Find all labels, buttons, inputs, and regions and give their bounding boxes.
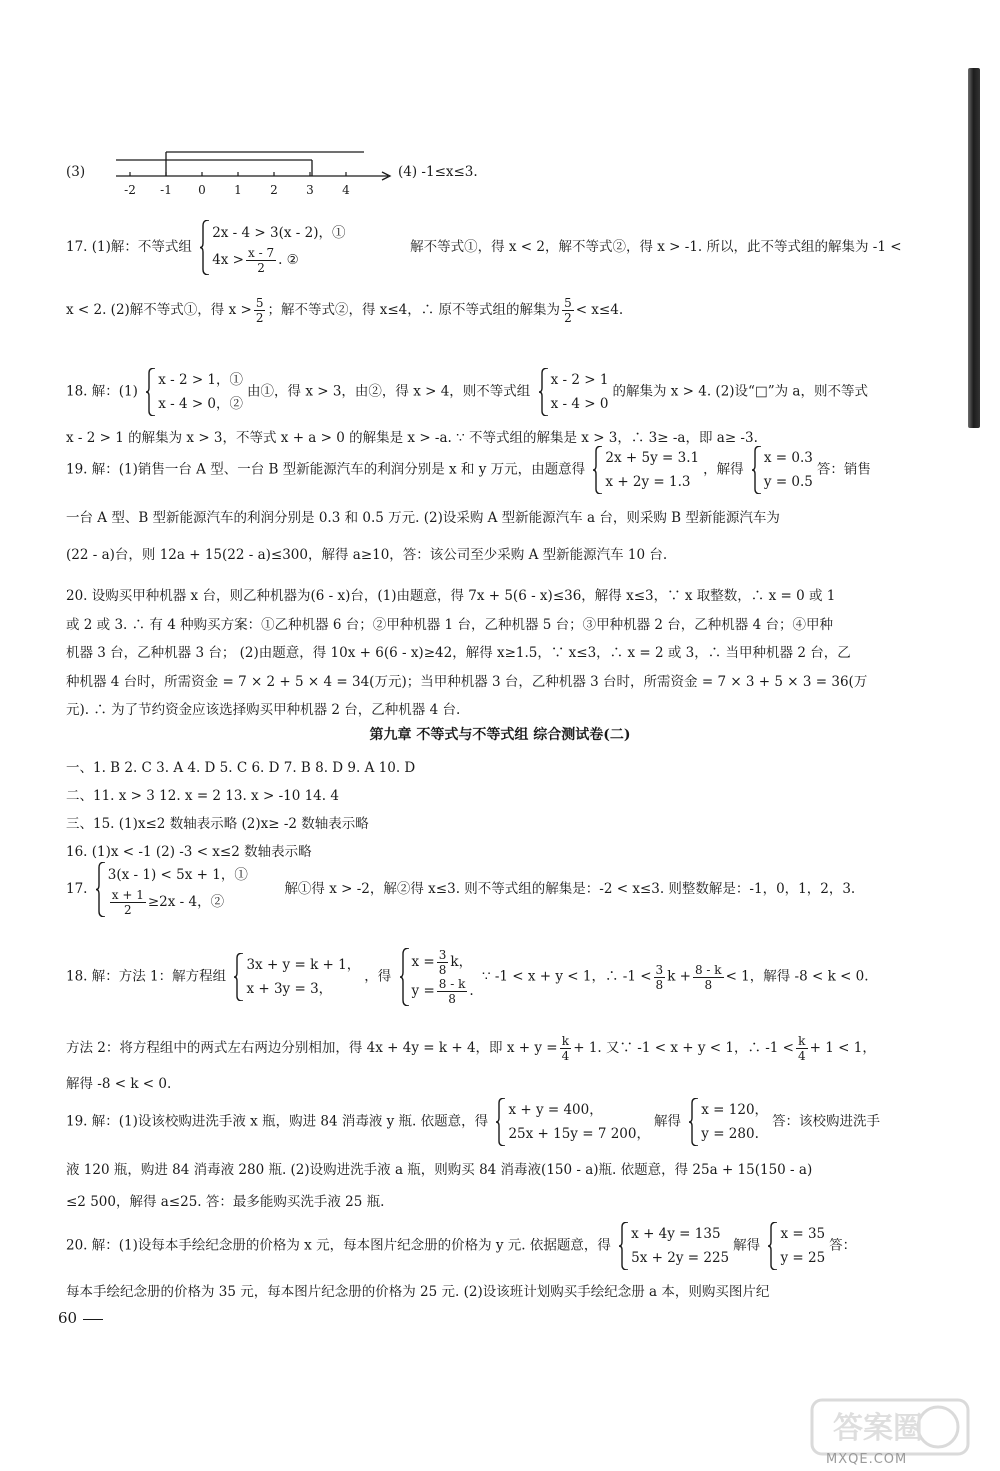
q19b-line3: ≤2 500，解得 a≤25. 答：最多能购买洗手液 25 瓶.: [66, 1194, 385, 1210]
answers-15: 三、15. (1)x≤2 数轴表示略 (2)x≥ -2 数轴表示略: [66, 816, 369, 832]
tick-label: 2: [270, 183, 278, 197]
q20b-line2: 每本手绘纪念册的价格为 35 元，每本图片纪念册的价格为 25 元. (2)设该班计划购买手绘纪念册 a 本，则购买图片纪: [66, 1284, 770, 1300]
q20a-line3: 机器 3 台，乙种机器 3 台； (2)由题意，得 10x + 6(6 - x)≥42，解得 x≥1.5，∵ x≤3，∴ x = 2 或 3，∴ 当甲种机器 2 台，乙: [66, 645, 851, 661]
tick-label: 1: [234, 183, 242, 197]
answers-mc: 一、1. B 2. C 3. A 4. D 5. C 6. D 7. B 8. D 9. A 10. D: [66, 760, 416, 776]
q20a-line1: 20. 设购买甲种机器 x 台，则乙种机器为(6 - x)台，(1)由题意，得 7x + 5(6 - x)≤36，解得 x≤3，∵ x 取整数，∴ x = 0 或 1: [66, 588, 836, 604]
q17a-line2: x < 2. (2)解不等式①，得 x > $\frac{5}{2}$ ；解不等式②，得 x≤4，∴ 原不等式组的解集为 $\frac{5}{2}$ < x≤4.: [66, 296, 624, 325]
q19b-system1: x + y = 400， 25x + 15y = 7 200，: [496, 1098, 650, 1146]
q17a-system: 2x - 4 > 3(x - 2)，① 4x > $\frac{x - 7}{2}$ . ②: [200, 220, 345, 275]
answers-fill: 二、11. x > 3 12. x = 2 13. x > -10 14. 4: [66, 788, 339, 804]
q18b-method2: 方法 2：将方程组中的两式左右两边分别相加，得 4x + 4y = k + 4，即 x + y = $\frac{k}{4}$ + 1. 又∵ -1 < x + y < 1，∴ -1 < $\frac{k}{4}$ + 1 < 1，: [66, 1034, 876, 1063]
numline-label: (3): [66, 164, 86, 180]
q18a-line1: 18. 解：(1) x - 2 > 1，① x - 4 > 0，② 由①，得 x > 3，由②，得 x > 4，则不等式组 x - 2 > 1 x - 4 > 0 的解集为 x > 4. (2)设“□”为 a，则不等式: [66, 368, 868, 416]
section-heading: 第九章 不等式与不等式组 综合测试卷(二): [369, 727, 631, 743]
watermark-logo: [810, 1396, 970, 1458]
scan-edge-shadow: [968, 68, 980, 428]
watermark-site: MXQE.COM: [826, 1452, 908, 1467]
q20a-line5: 元). ∴ 为了节约资金应该选择购买甲种机器 2 台，乙种机器 4 台.: [66, 702, 461, 718]
tick-label: -2: [124, 183, 136, 197]
q20a-line4: 种机器 4 台时，所需资金 = 7 × 2 + 5 × 4 = 34(万元)；当甲种机器 3 台，乙种机器 3 台时，所需资金 = 7 × 3 + 5 × 3 = 36(万: [66, 674, 868, 690]
q20b-line1: 20. 解：(1)设每本手绘纪念册的价格为 x 元，每本图片纪念册的价格为 y 元. 依据题意，得 x + 4y = 135 5x + 2y = 225 解得 x = 35 y = 25 答：: [66, 1222, 856, 1270]
numline-answer: (4) -1≤x≤3.: [398, 164, 478, 180]
q19b-line1: 19. 解：(1)设该校购进洗手液 x 瓶，购进 84 消毒液 y 瓶. 依题意，得 x + y = 400， 25x + 15y = 7 200， 解得 x = 120， y = 280. 答：该校购进洗手: [66, 1098, 880, 1146]
answers-16: 16. (1)x < -1 (2) -3 < x≤2 数轴表示略: [66, 844, 312, 860]
q19a-system2: x = 0.3 y = 0.5: [752, 446, 813, 494]
q17a-tail: 解不等式①，得 x < 2，解不等式②，得 x > -1. 所以，此不等式组的解集为 -1 <: [410, 239, 902, 255]
q19a-system1: 2x + 5y = 3.1 x + 2y = 1.3: [593, 446, 699, 494]
q17a-lead: 17. (1)解：不等式组: [66, 239, 192, 255]
q19a-line3: (22 - a)台，则 12a + 15(22 - a)≤300，解得 a≥10，答：该公司至少采购 A 型新能源汽车 10 台.: [66, 547, 668, 563]
q20b-system1: x + 4y = 135 5x + 2y = 225: [619, 1222, 729, 1270]
tick-label: -1: [160, 183, 172, 197]
q20b-system2: x = 35 y = 25: [768, 1222, 825, 1270]
q18b-system1: 3x + y = k + 1， x + 3y = 3，: [234, 953, 360, 1001]
q18a-line2: x - 2 > 1 的解集为 x > 3，不等式 x + a > 0 的解集是 x > -a. ∵ 不等式组的解集是 x > 3，∴ 3≥ -a，即 a≥ -3.: [66, 430, 758, 446]
page-number: 60: [58, 1309, 103, 1327]
q18a-system1: x - 2 > 1，① x - 4 > 0，②: [146, 368, 243, 416]
q18b-line1: 18. 解：方法 1：解方程组 3x + y = k + 1， x + 3y = 3， ，得 x = $\frac{3}{8}$ k， y = $\frac{8 - k}{8}$ . ∵ -1 < x + y < 1，∴ -1 < $\frac{3}{8}$ k + $\frac{8 - k}{8}$ < 1，解得 -8 < k < 0.: [66, 948, 869, 1006]
q18b-system2: x = $\frac{3}{8}$ k， y = $\frac{8 - k}{8}$ .: [400, 948, 474, 1006]
q17a-line1: [66, 220, 902, 275]
q19b-line2: 液 120 瓶，购进 84 消毒液 280 瓶. (2)设购进洗手液 a 瓶，则购买 84 消毒液(150 - a)瓶. 依题意，得 25a + 15(150 - a): [66, 1162, 813, 1178]
svg-text:答案圈: 答案圈: [833, 1411, 923, 1446]
tick-label: 4: [342, 183, 350, 197]
q19a-line2: 一台 A 型、B 型新能源汽车的利润分别是 0.3 和 0.5 万元. (2)设采购 A 型新能源汽车 a 台，则采购 B 型新能源汽车为: [66, 510, 780, 526]
q18a-system2: x - 2 > 1 x - 4 > 0: [539, 368, 609, 416]
q19b-system2: x = 120， y = 280.: [689, 1098, 768, 1146]
tick-label: 0: [198, 183, 206, 197]
tick-label: 3: [306, 183, 314, 197]
number-line: [64, 150, 394, 198]
q17b-system: 3(x - 1) < 5x + 1，① $\frac{x + 1}{2}$ ≥2x - 4，②: [96, 862, 248, 917]
q17b-line: 17. 3(x - 1) < 5x + 1，① $\frac{x + 1}{2}$ ≥2x - 4，② 解①得 x > -2，解②得 x≤3. 则不等式组的解集是：-2 < x≤3. 则整数解是：-1，0，1，2，3.: [66, 862, 855, 917]
q18b-last: 解得 -8 < k < 0.: [66, 1076, 172, 1092]
q20a-line2: 或 2 或 3. ∴ 有 4 种购买方案：①乙种机器 6 台；②甲种机器 1 台，乙种机器 5 台；③甲种机器 2 台，乙种机器 4 台；④甲种: [66, 617, 833, 633]
q19a-line1: 19. 解：(1)销售一台 A 型、一台 B 型新能源汽车的利润分别是 x 和 y 万元，由题意得 2x + 5y = 3.1 x + 2y = 1.3 ，解得 x = 0.3 y = 0.5 答：销售: [66, 446, 871, 494]
